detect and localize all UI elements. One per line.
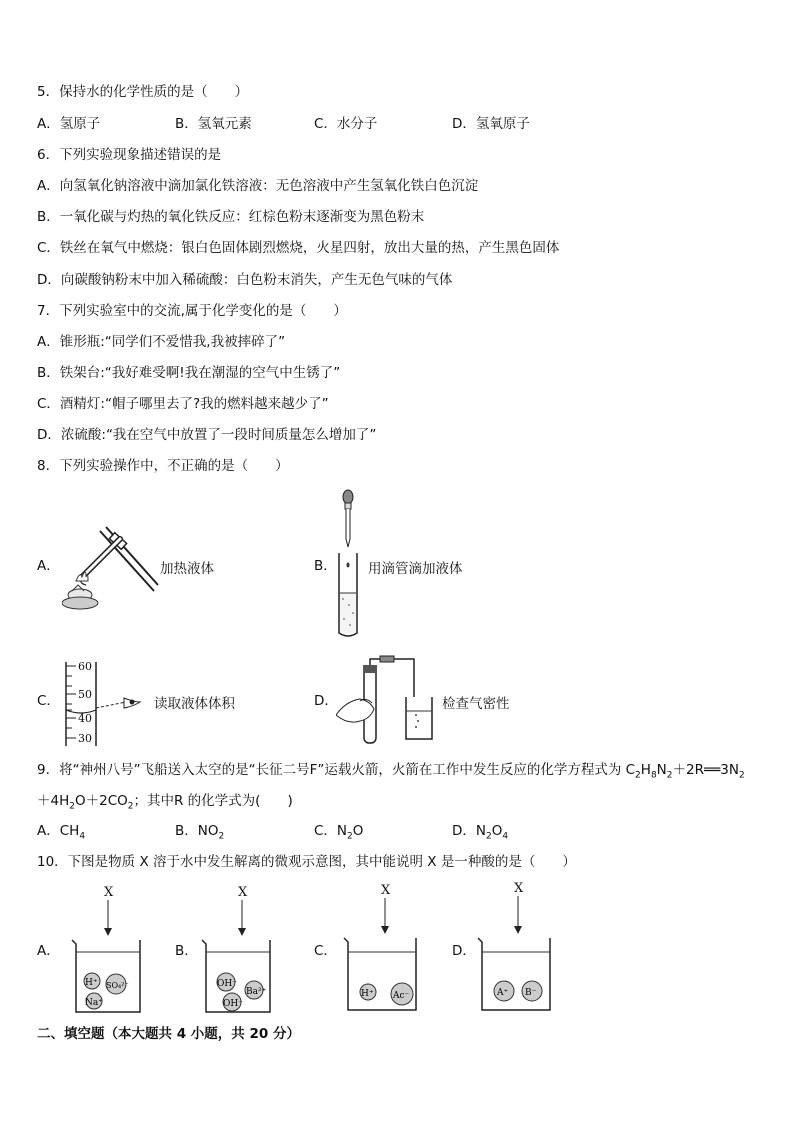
graduated-cylinder-figure — [62, 658, 154, 746]
q8-caption-a: 加热液体 — [160, 561, 214, 577]
beaker-d-figure — [476, 878, 556, 1016]
q5-option-d: D．氢氧原子 — [452, 116, 530, 132]
dropper-figure — [330, 487, 366, 639]
q10-letter-b: B． — [175, 943, 198, 959]
q6-stem: 6．下列实验现象描述错误的是 — [37, 147, 222, 163]
airtightness-check-figure — [336, 655, 442, 745]
cylinder-tick-30: 30 — [78, 732, 92, 745]
q6-option-a: A．向氢氧化钠溶液中滴加氯化铁溶液：无色溶液中产生氢氧化铁白色沉淀 — [37, 178, 479, 194]
q9-stem: 9．将“神州八号”飞船送入太空的是“长征二号F”运载火箭，火箭在工作中发生反应的化学方程式为 $C_2H_8N_2+2R══3N_2$ — [37, 762, 745, 781]
q5-stem: 5．保持水的化学性质的是（ ） — [37, 84, 249, 100]
ion-c-1: H⁺ — [361, 989, 374, 999]
q8-letter-b: B． — [314, 558, 337, 574]
ion-b-1: OH⁻ — [217, 979, 237, 989]
ion-b-2: Ba²⁺ — [246, 987, 267, 997]
q5-option-c: C．水分子 — [314, 116, 378, 132]
q10-letter-d: D． — [452, 943, 476, 959]
q5-option-b: B．氢氧元素 — [175, 116, 252, 132]
x-label-a: X — [104, 885, 114, 900]
heating-liquid-figure — [62, 515, 160, 613]
q8-letter-a: A． — [37, 558, 60, 574]
ion-a-3: Na⁺ — [85, 998, 103, 1008]
q8-caption-b: 用滴管滴加液体 — [368, 561, 463, 577]
beaker-b-figure — [200, 880, 276, 1016]
x-label-c: X — [381, 883, 391, 898]
q9-stem-line-2: $+4H_2O+2CO_2$；其中R 的化学式为( ) — [37, 793, 293, 812]
q8-stem: 8．下列实验操作中，不正确的是（ ） — [37, 458, 289, 474]
q7-option-d: D．浓硫酸:“我在空气中放置了一段时间质量怎么增加了” — [37, 427, 377, 443]
q7-option-b: B．铁架台:“我好难受啊!我在潮湿的空气中生锈了” — [37, 365, 341, 381]
ion-a-2: SO₄²⁻ — [106, 981, 129, 990]
q10-letter-c: C． — [314, 943, 337, 959]
cylinder-tick-40: 40 — [78, 712, 92, 725]
q8-caption-d: 检查气密性 — [442, 696, 510, 712]
section-heading: 二、填空题（本大题共 4 小题，共 20 分） — [37, 1026, 300, 1042]
q7-stem: 7．下列实验室中的交流,属于化学变化的是（ ） — [37, 303, 347, 319]
q9-option-d: D．$N_2O_4$ — [452, 823, 509, 842]
cylinder-tick-50: 50 — [78, 688, 92, 701]
q5-option-a: A．氢原子 — [37, 116, 101, 132]
ion-a-1: H⁺ — [85, 978, 98, 988]
ion-b-3: OH⁻ — [223, 999, 243, 1009]
q9-option-b: B．$NO_2$ — [175, 823, 225, 842]
q8-letter-d: D． — [314, 693, 338, 709]
q10-stem: 10．下图是物质 X 溶于水中发生解离的微观示意图，其中能说明 X 是一种酸的是（ ） — [37, 854, 576, 870]
q6-option-c: C．铁丝在氧气中燃烧：银白色固体剧烈燃烧，火星四射，放出大量的热，产生黑色固体 — [37, 240, 560, 256]
q9-option-a: A．$CH_4$ — [37, 823, 86, 842]
ion-d-2: B⁻ — [525, 988, 537, 998]
q7-option-c: C．酒精灯:“帽子哪里去了?我的燃料越来越少了” — [37, 396, 329, 412]
x-label-b: X — [238, 885, 248, 900]
x-label-d: X — [514, 881, 524, 896]
q9-option-c: C．$N_2O$ — [314, 823, 364, 842]
q6-option-b: B．一氧化碳与灼热的氧化铁反应：红棕色粉末逐渐变为黑色粉末 — [37, 209, 425, 225]
q8-letter-c: C． — [37, 693, 60, 709]
beaker-c-figure — [342, 880, 418, 1016]
q10-letter-a: A． — [37, 943, 60, 959]
ion-d-1: A⁺ — [497, 988, 509, 998]
q7-option-a: A．锥形瓶:“同学们不爱惜我,我被摔碎了” — [37, 334, 286, 350]
cylinder-tick-60: 60 — [78, 660, 92, 673]
q8-caption-c: 读取液体体积 — [154, 696, 235, 712]
beaker-a-figure — [70, 880, 146, 1016]
q6-option-d: D．向碳酸钠粉末中加入稀硫酸：白色粉末消失，产生无色气味的气体 — [37, 272, 453, 288]
ion-c-2: Ac⁻ — [393, 991, 410, 1001]
